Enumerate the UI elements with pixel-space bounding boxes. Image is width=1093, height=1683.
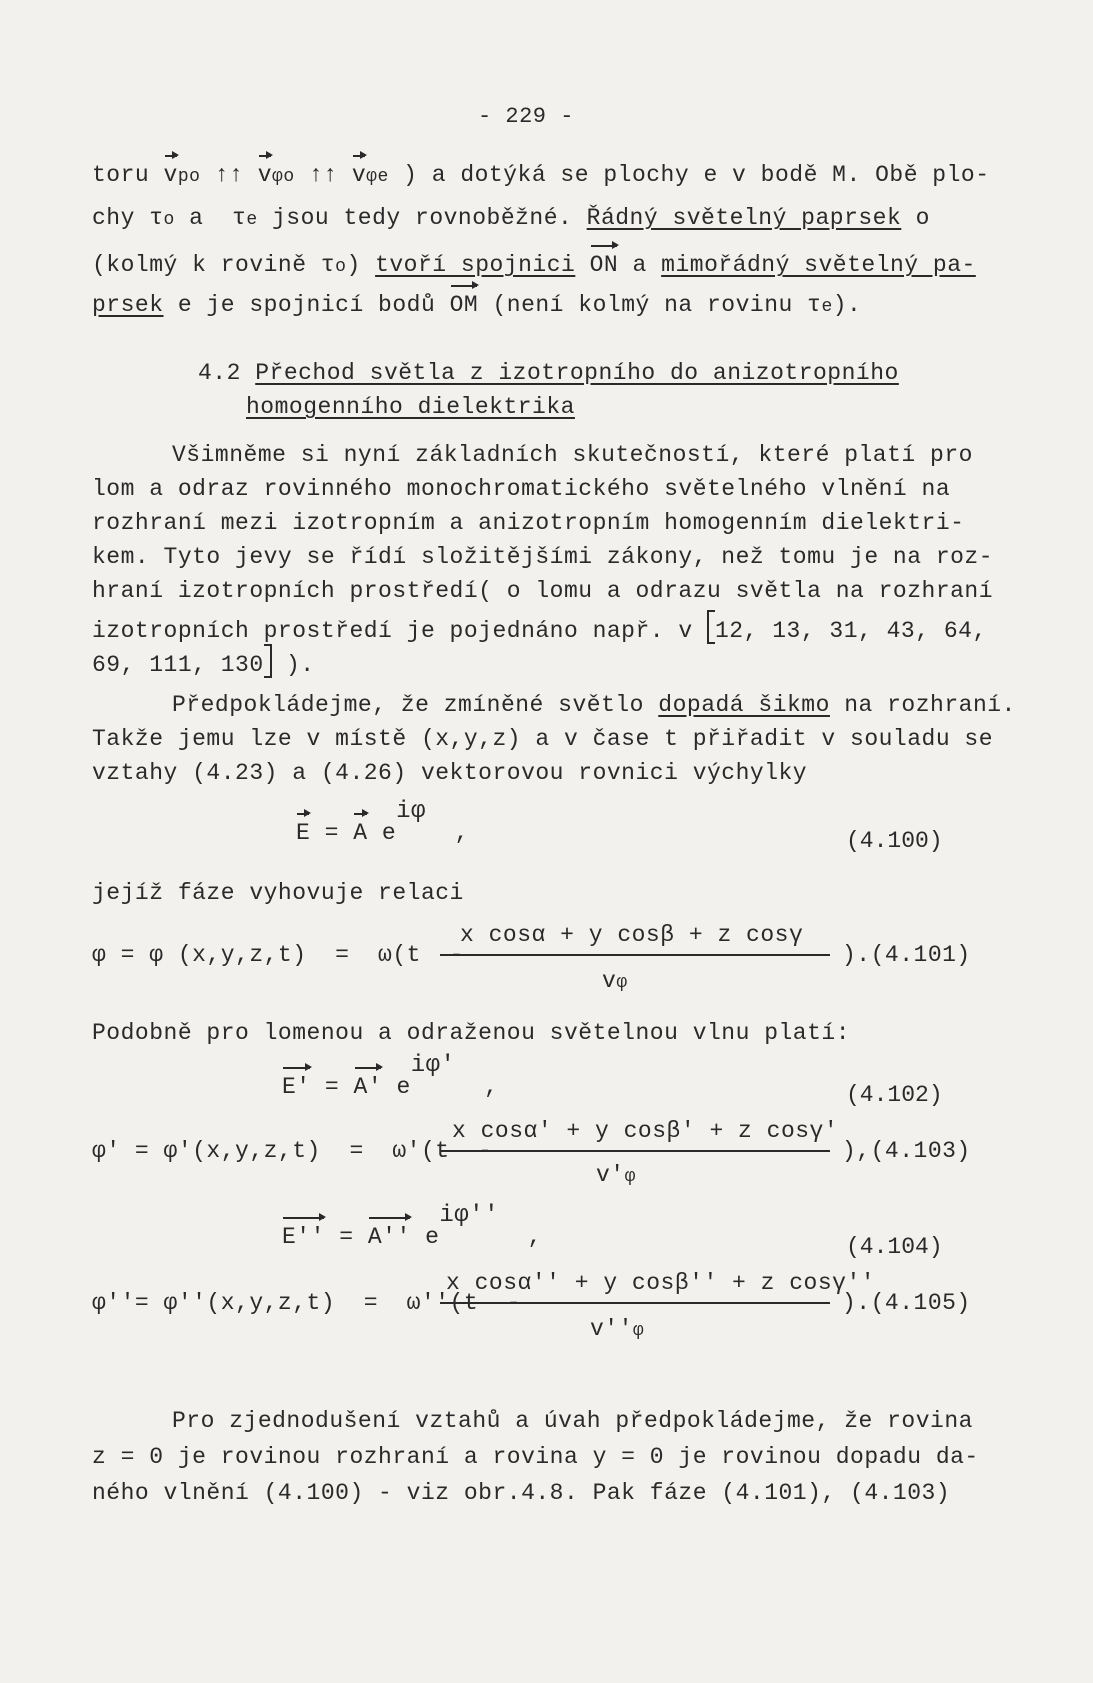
paragraph-line: Všimněme si nyní základních skutečností, které platí pro	[172, 442, 973, 468]
text: na rozhraní.	[829, 692, 1016, 718]
equation-4-105-lhs: φ''= φ''(x,y,z,t) = ω''(t -	[92, 1290, 522, 1316]
equation-number: ).(4.105)	[842, 1290, 971, 1316]
page-number: - 229 -	[478, 104, 574, 129]
equals: =	[310, 1074, 354, 1100]
paragraph-line	[92, 644, 315, 680]
paragraph-line: z = 0 je rovinou rozhraní a rovina y = 0 je rovinou dopadu da-	[92, 1444, 979, 1470]
tau-symbol: τ	[232, 205, 247, 231]
paragraph-line: Podobně pro lomenou a odraženou světelnou vlnu platí:	[92, 1020, 851, 1046]
fraction-denominator	[602, 966, 628, 998]
subscript: o	[189, 167, 201, 187]
vector-om: OM	[449, 292, 479, 318]
text: e	[382, 1074, 411, 1100]
text: jsou tedy rovnoběžné.	[257, 205, 587, 231]
section-number: 4.2	[198, 360, 256, 386]
bracket-close	[264, 644, 272, 678]
paragraph-line: ného vlnění (4.100) - viz obr.4.8. Pak fáze (4.101), (4.103)	[92, 1480, 951, 1506]
vector-a-prime: A'	[353, 1074, 383, 1100]
text: (není kolmý na rovinu	[478, 292, 808, 318]
fraction-denominator	[596, 1160, 636, 1192]
text: ) a dotýká se plochy e v bodě M. Obě plo-	[403, 162, 990, 188]
section-title: Přechod světla z izotropního do anizotropního	[255, 360, 899, 386]
subscript: o	[283, 167, 295, 187]
intro-line-4	[92, 290, 861, 322]
text	[575, 252, 589, 278]
paragraph-line: Pro zjednodušení vztahů a úvah předpokládejme, že rovina	[172, 1408, 973, 1434]
equation-4-103-lhs: φ' = φ'(x,y,z,t) = ω'(t -	[92, 1138, 493, 1164]
equals: =	[310, 820, 354, 846]
text: e	[410, 1224, 440, 1250]
section-heading-line-1	[198, 358, 899, 388]
vector-vphi-e: v	[351, 162, 367, 188]
exponent: iφ'	[410, 1052, 456, 1079]
subscript: φ	[366, 167, 378, 187]
equation-number: (4.100)	[846, 828, 943, 854]
underlined-term: mimořádný světelný pa-	[661, 252, 976, 278]
subscript: e	[377, 167, 389, 187]
paragraph-line: Takže jemu lze v místě (x,y,z) a v čase t přiřadit v souladu se	[92, 726, 994, 752]
exponent: iφ''	[439, 1202, 499, 1229]
tau-symbol: τ	[149, 205, 164, 231]
paragraph-line: rozhraní mezi izotropním a anizotropním homogenním dielektri-	[92, 510, 965, 536]
bracket-open	[707, 610, 715, 644]
paragraph-line: jejíž fáze vyhovuje relaci	[92, 880, 464, 906]
tau-symbol: τ	[807, 292, 822, 318]
section-heading-line-2	[246, 392, 575, 422]
paragraph-line: hraní izotropních prostředí( o lomu a odrazu světla na rozhraní	[92, 578, 994, 604]
section-title: homogenního dielektrika	[246, 394, 575, 420]
text: ).	[271, 652, 315, 678]
text: a	[618, 252, 662, 278]
exponent: iφ	[396, 798, 426, 825]
vector-e-prime: E'	[282, 1074, 311, 1100]
intro-line-1	[92, 160, 990, 192]
text: v	[602, 968, 617, 994]
paragraph-line	[92, 610, 987, 646]
paragraph-line	[172, 690, 1016, 720]
vector-e: E	[296, 820, 311, 846]
underlined-term: dopadá šikmo	[658, 692, 830, 718]
vector-on: ON	[589, 252, 619, 278]
subscript: e	[246, 210, 258, 230]
vector-e-double-prime: E''	[282, 1224, 325, 1250]
paragraph-line: lom a odraz rovinného monochromatického světelného vlnění na	[92, 476, 951, 502]
subscript: p	[177, 167, 190, 187]
equals: =	[324, 1224, 368, 1250]
text: chy	[92, 205, 150, 231]
parallel-symbol: ↑↑	[214, 162, 258, 188]
references: 12, 13, 31, 43, 64,	[715, 618, 987, 644]
underlined-term: tvoří spojnici	[375, 252, 576, 278]
subscript: o	[335, 257, 347, 277]
fraction-numerator: x cosα'' + y cosβ'' + z cosγ''	[446, 1270, 876, 1296]
vector-vphi-o: v	[257, 162, 272, 188]
text: e	[367, 820, 397, 846]
equation-number: ),(4.103)	[842, 1138, 971, 1164]
text: e je spojnicí bodů	[163, 292, 450, 318]
fraction-numerator: x cosα + y cosβ + z cosγ	[460, 922, 804, 948]
intro-line-3	[92, 250, 976, 282]
fraction-bar	[440, 954, 830, 956]
text: ,	[455, 1074, 499, 1100]
text: toru	[92, 162, 164, 188]
text: (kolmý k rovině	[92, 252, 321, 278]
vector-a: A	[353, 820, 368, 846]
subscript: e	[821, 297, 833, 317]
text: ,	[425, 820, 469, 846]
parallel-symbol: ↑↑	[308, 162, 352, 188]
subscript: φ	[272, 167, 284, 187]
fraction-numerator: x cosα' + y cosβ' + z cosγ'	[452, 1118, 839, 1144]
underlined-term: Řádný světelný paprsek	[586, 205, 902, 231]
subscript: φ	[624, 1167, 636, 1187]
subscript: φ	[632, 1321, 645, 1341]
vector-vp: v	[163, 162, 178, 188]
equation-4-100	[296, 798, 469, 849]
text: v'	[596, 1162, 625, 1188]
subscript: o	[163, 210, 175, 230]
equation-number: (4.104)	[846, 1234, 943, 1260]
text: ,	[498, 1224, 542, 1250]
equation-4-104	[282, 1202, 542, 1253]
intro-line-2	[92, 203, 930, 235]
fraction-bar	[440, 1150, 830, 1152]
text: a	[174, 205, 233, 231]
text: v''	[590, 1316, 633, 1342]
subscript: φ	[616, 973, 628, 993]
underlined-term: prsek	[92, 292, 164, 318]
text: o	[901, 205, 930, 231]
equation-number: (4.102)	[846, 1082, 943, 1108]
vector-a-double-prime: A''	[367, 1224, 411, 1250]
text: Předpokládejme, že zmíněné světlo	[172, 692, 659, 718]
text: ).	[832, 292, 862, 318]
references: 69, 111, 130	[92, 652, 264, 678]
equation-number: ).(4.101)	[842, 942, 971, 968]
text: )	[346, 252, 376, 278]
paragraph-line: vztahy (4.23) a (4.26) vektorovou rovnici výchylky	[92, 760, 808, 786]
equation-4-101-lhs: φ = φ (x,y,z,t) = ω(t -	[92, 942, 464, 968]
tau-symbol: τ	[320, 252, 336, 278]
paragraph-line: kem. Tyto jevy se řídí složitějšími zákony, než tomu je na roz-	[92, 544, 994, 570]
fraction-denominator	[590, 1314, 644, 1346]
text: izotropních prostředí je pojednáno např. v	[92, 618, 707, 644]
equation-4-102	[282, 1052, 499, 1103]
